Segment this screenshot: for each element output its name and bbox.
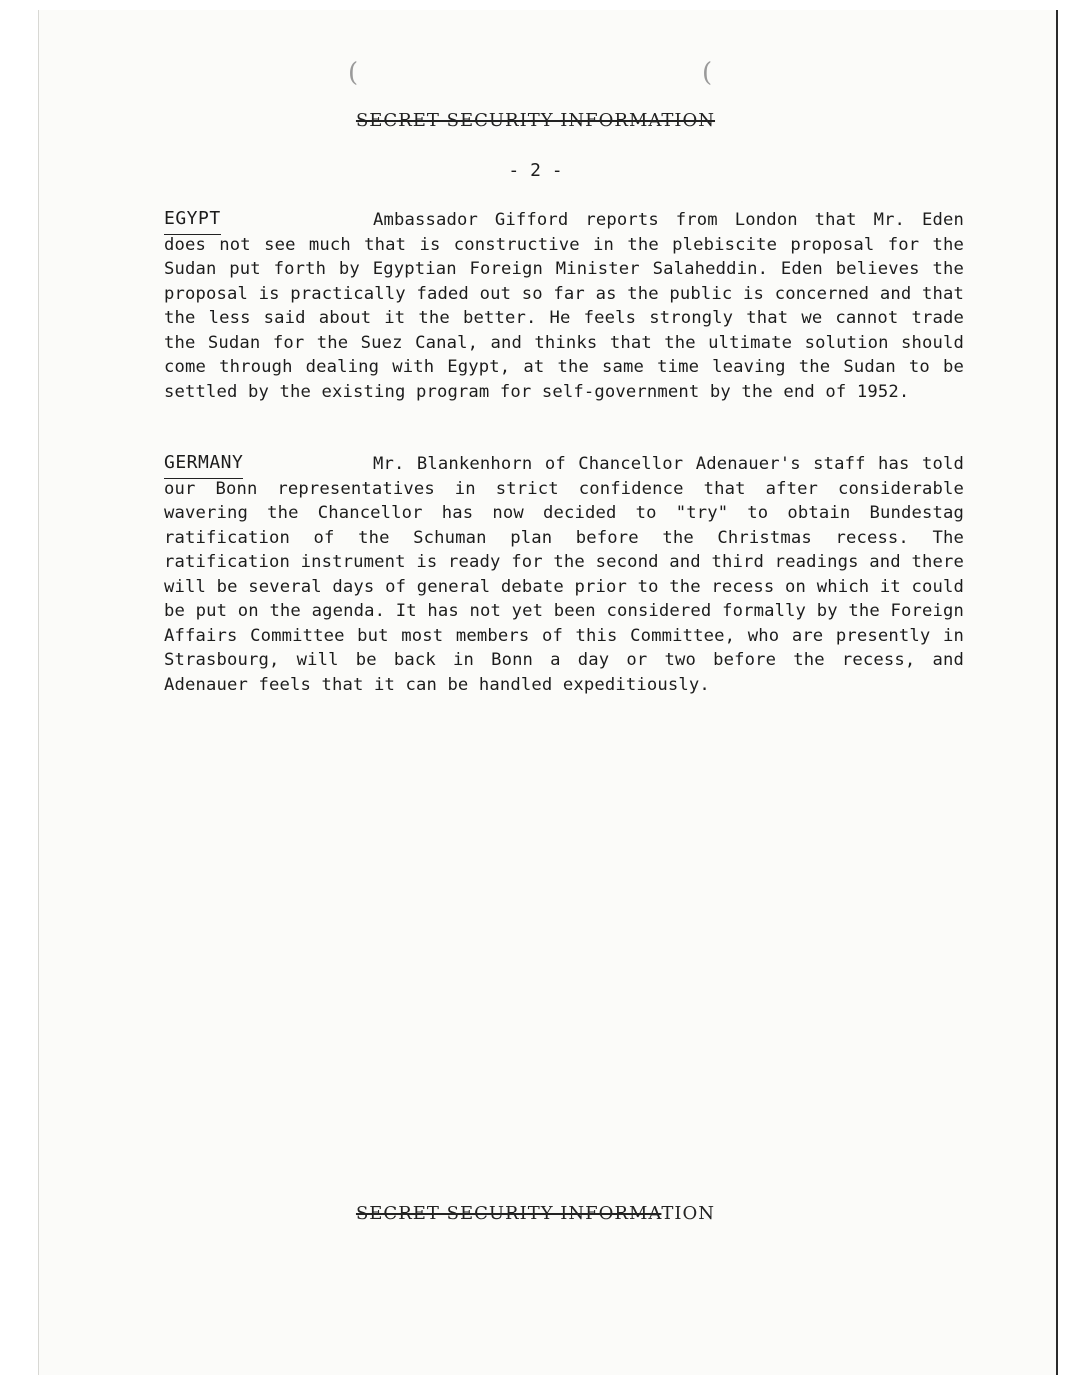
punch-mark-right: ( [702,58,713,88]
classification-struck-text: SECRET SECURITY INFORMATION [355,110,716,131]
section-egypt [164,208,964,404]
section-paragraph: Ambassador Gifford reports from London that Mr. Eden does not see much that is constructive in the plebiscite proposal for the Sudan put forth by Egyptian Foreign Minister Salaheddin. Eden believes the proposal is practically faded out so far as the public is concerned and that the less said about it the better. He feels strongly that we cannot trade the Sudan for the Suez Canal, and thinks that the ultimate solution should come through dealing with Egypt, at the same time leaving the Sudan to be settled by the existing program for self-government by the end of 1952. [164,210,964,402]
section-germany [164,452,964,697]
page-number: - 2 - [508,160,563,181]
section-heading: EGYPT [164,208,221,235]
classification-struck-text: SECRET SECURITY INFORMA [355,1203,662,1224]
classification-tail-text: TION [661,1203,716,1224]
punch-mark-left: ( [348,58,359,88]
classification-footer [0,1203,1071,1224]
classification-header [0,110,1071,131]
section-paragraph: Mr. Blankenhorn of Chancellor Adenauer's staff has told our Bonn representatives in strict confidence that after considerable wavering the Chancellor has now decided to "try" to obtain Bundestag ratification of the Schuman plan before the Christmas recess. The ratification instrument is ready for the second and third readings and there will be several days of general debate prior to the recess on which it could be put on the agenda. It has not yet been considered formally by the Foreign Affairs Committee but most members of this Committee, who are presently in Strasbourg, will be back in Bonn a day or two before the recess, and Adenauer feels that it can be handled expeditiously. [164,454,964,695]
section-heading: GERMANY [164,452,243,479]
